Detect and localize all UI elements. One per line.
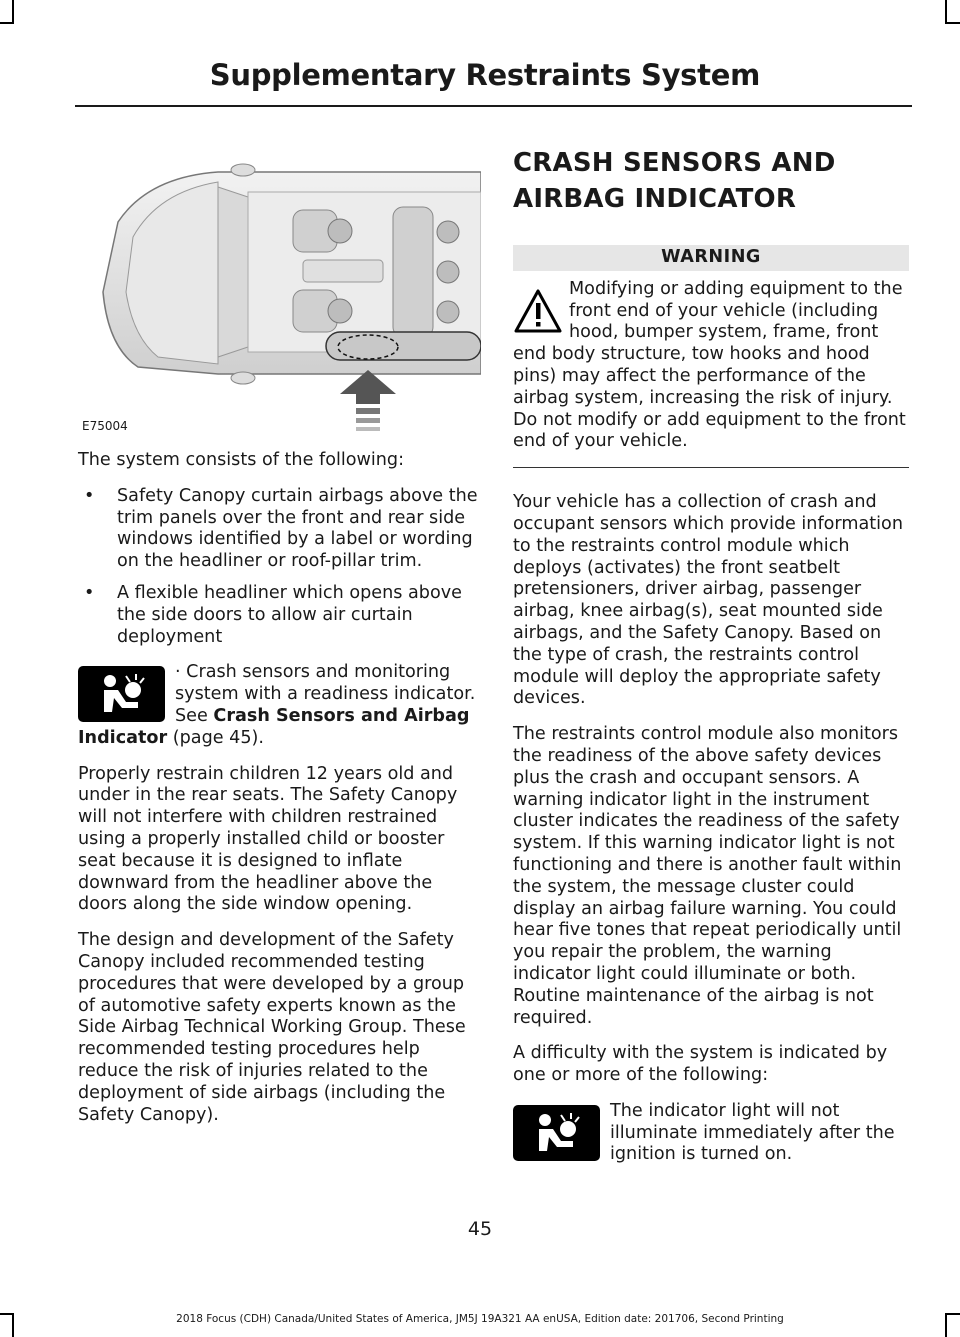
page-reference: (page 45). — [167, 727, 265, 748]
warning-label: WARNING — [513, 245, 909, 271]
vehicle-figure — [78, 142, 481, 439]
figure-label: E75004 — [82, 419, 128, 433]
cross-reference-link[interactable]: Crash Sensors and Airbag Indicator — [78, 705, 470, 748]
crop-mark — [12, 0, 14, 24]
vehicle-top-view-illustration — [78, 142, 481, 439]
indicator-item — [513, 1101, 909, 1166]
body-paragraph: Your vehicle has a collection of crash and occupant sensors which provide information to the restraints control module which deploys (activates) the front seatbelt pretensioners, driver airbag, passenger airbag, knee airbag(s), seat mounted side airbags, and the Safety Canopy. Based on the type of crash, the restraints control module will deploy the appropriate safety devices. — [513, 492, 903, 709]
warning-box — [513, 279, 909, 453]
warning-divider — [513, 467, 909, 468]
warning-text: Modifying or adding equipment to the front end of your vehicle (including hood, bumper system, frame, front end body structure, tow hooks and hood pins) may affect the performance of the airbag system, increasing the risk of injury. Do not modify or add equipment to the front end of your vehicle. — [513, 278, 906, 452]
airbag-warning-icon — [78, 666, 165, 722]
sensor-item-text: · Crash sensors and monitoring system with a readiness indicator. See — [175, 662, 476, 726]
body-paragraph: A difficulty with the system is indicated by one or more of the following: — [513, 1043, 888, 1086]
crop-mark — [945, 0, 947, 24]
crop-mark — [0, 22, 14, 24]
section-title: CRASH SENSORS AND AIRBAG INDICATOR — [513, 148, 836, 214]
header-divider — [75, 105, 912, 107]
crop-mark — [945, 22, 960, 24]
indicator-item-text: The indicator light will not illuminate immediately after the ignition is turned on. — [610, 1100, 895, 1165]
page-number: 45 — [467, 1218, 493, 1240]
up-arrow-icon — [340, 370, 396, 431]
sensor-item — [78, 662, 478, 749]
body-paragraph: Properly restrain children 12 years old and under in the rear seats. The Safety Canopy will not interfere with children restrained using a properly installed child or booster seat because it is designed to inflate downward from the headliner above the doors along the side window opening. — [78, 763, 458, 915]
body-paragraph: The design and development of the Safety Canopy included recommended testing procedures that were developed by a group of automotive safety experts known as the Side Airbag Technical Working Group. These recommended testing procedures help reduce the risk of injuries related to the deployment of side airbags (including the Safety Canopy). — [78, 930, 466, 1125]
list-item: • A flexible headliner which opens above the side doors to allow air curtain deployment — [78, 583, 478, 648]
page-header-title: Supplementary Restraints System — [209, 58, 760, 92]
airbag-warning-icon — [513, 1105, 600, 1161]
warning-triangle-icon — [513, 285, 563, 341]
footer-text: 2018 Focus (CDH) Canada/United States of America, JM5J 19A321 AA enUSA, Edition date: 201706, Second Printing — [176, 1313, 784, 1325]
list-item: • Safety Canopy curtain airbags above the trim panels over the front and rear side windows identified by a label or wording on the headliner or roof-pillar trim. — [78, 486, 478, 573]
left-column — [78, 450, 478, 1140]
body-paragraph: The restraints control module also monitors the readiness of the above safety devices plus the crash and occupant sensors. A warning indicator light in the instrument cluster indicates the readiness of the safety system. If this warning indicator light is not functioning and there is another fault within the system, the message cluster could display an airbag failure warning. You could hear five tones that repeat periodically until you repair the problem, the warning indicator light could illuminate or both. Routine maintenance of the airbag is not required. — [513, 724, 902, 1028]
component-list — [78, 486, 478, 649]
right-column — [513, 145, 909, 1166]
intro-text: The system consists of the following: — [78, 450, 405, 470]
